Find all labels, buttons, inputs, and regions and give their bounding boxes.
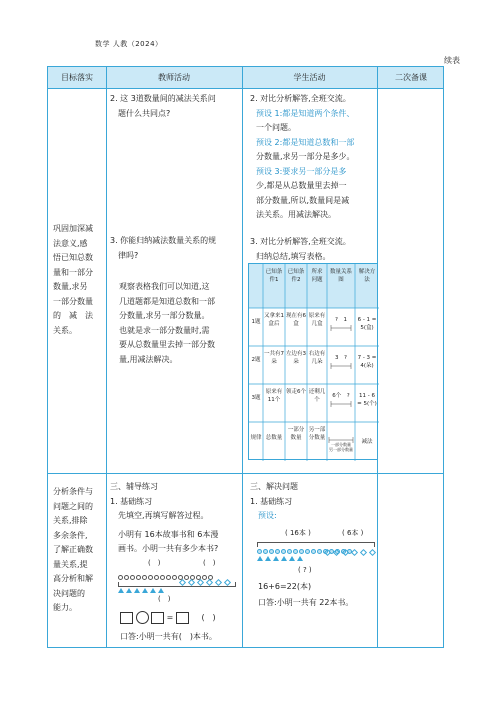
goal-line: 多余条件, [53,530,88,540]
bracket-line [257,542,375,547]
summary-table [248,263,378,460]
student-answer: 口答:小明一共有 22本书。 [258,598,354,607]
text-line: 律吗? [110,250,139,260]
goal-line: 巩固加深减 [53,224,93,233]
summary-cell: 右边有几朵 [308,351,326,365]
diamond-row [325,550,379,555]
triangle-row [257,556,377,561]
text-line: 画书。小明一共有多少本书? [118,544,219,553]
col-header-student: 学生活动 [293,73,326,82]
answer-box[interactable] [176,612,189,624]
preset-line: 预设 1:都是知道两个条件、 [256,108,355,118]
equation-blanks: = ( ) [120,611,216,624]
summary-col-header: 已知条件1 [265,269,283,283]
col-header-teacher: 教师活动 [158,73,190,82]
student-activity-2 [250,92,380,223]
summary-cell: 11 - 6 = 5(个) [357,393,377,407]
summary-row-label: 2题 [251,357,261,363]
row2-goal [53,485,105,616]
preset-line: 部分数量,所以,数量间是减 [256,195,350,205]
text-line: 要从总数量里去掉一部分数 [119,340,215,349]
summary-cell: 一部分数量 [287,427,305,441]
summary-cell: 总数量 [265,435,283,441]
goal-line: 一部分数量 [53,296,93,306]
student-practice [250,480,380,524]
summary-diagram-label: 6个 ? [332,393,350,399]
preset-line: 预设 2:都是知道总数和一部 [256,137,355,147]
row1-goal [53,222,105,338]
summary-row-label: 1题 [251,319,261,325]
summary-cell: 原来有11个 [265,389,283,403]
text-line: 几道题都是知道总数和一部 [119,296,215,306]
summary-col-header: 所求问题 [311,269,323,283]
col-header-goal: 目标落实 [61,73,93,82]
preset-label: 预设: [258,511,277,520]
question-label: ( ? ) [298,566,312,574]
teacher-practice [110,480,242,557]
summary-cell: 另一部分数量 [308,427,326,441]
goal-line: 了解正确数 [53,545,93,554]
section-title: 三、解决问题 [250,482,298,491]
answer-box[interactable] [151,612,164,624]
text-line: 3. 对比分析解答,全班交流。 [250,237,351,246]
preset-line: 预设 3:要求另一部分是多 [256,166,347,176]
blank-paren: ( ) [201,613,216,622]
summary-cell: 左边有3朵 [286,351,306,365]
summary-col-header: 已知条件2 [287,269,305,283]
text-line: 分数量,求另一部分数量。 [119,311,210,320]
text-line: 量,用减法解决。 [119,354,178,364]
text-line: 小明有 16本故事书和 6本漫 [118,529,219,539]
summary-cell: 一共有7朵 [264,351,284,365]
goal-line: 关系。 [53,325,77,335]
lesson-table [47,66,444,648]
blank-paren: ( ) [148,559,161,567]
row-divider [48,473,443,474]
summary-row-label: 3题 [251,395,261,401]
summary-row-label: 规律 [250,435,262,441]
teacher-question-3 [110,234,242,263]
student-activity-3 [250,235,380,264]
goal-line: 关系,排除 [53,516,88,525]
preset-line: 法关系。用减法解决。 [256,210,336,219]
text-line: 3. 你能归纳减法数量关系的规 [110,236,217,245]
page-header: 数学 人教（2024） [95,40,163,48]
subsection-title: 1. 基础练习 [110,496,153,506]
brace-label: ( 16本 ) [285,529,311,537]
text-line: 观察表格我们可以知道,这 [119,282,210,291]
summary-col-header: 数量关系图 [329,269,352,283]
summary-cell: 领走6个 [286,389,306,395]
goal-line: 悟已知总数 [53,253,93,262]
text-line: 题什么共同点? [110,108,171,118]
continued-label: 续表 [444,56,460,65]
goal-line: 的 减 法 [53,311,93,320]
summary-cell: 现在有6盒 [286,313,306,327]
blank-paren: ( ) [158,595,171,603]
summary-diagram-label: ? 1 [335,317,347,323]
summary-diagram-label: 一部分数量 另一部分数量 [329,442,355,452]
text-line: 先填空,再填写解答过程。 [118,511,209,520]
table-header-row [48,67,443,89]
text-line: 2. 这 3道数量间的减法关系问 [110,94,216,103]
text-line: 归纳总结,填写表格。 [256,251,331,261]
diamond-row [180,580,234,585]
goal-line: 数量,求另 [53,282,88,291]
goal-line: 量和一部分 [53,267,93,277]
preset-line: 分数量,求另一部分是多少。 [256,152,355,161]
text-line: 2. 对比分析解答,全班交流。 [250,94,351,103]
goal-line: 高分析和解 [53,574,93,583]
section-title: 三、辅导练习 [110,482,158,491]
goal-line: 分析条件与 [53,487,93,496]
preset-line: 一个问题。 [256,123,296,132]
operator-circle[interactable] [136,611,149,624]
summary-cell: 又拿来1盒后 [264,313,284,327]
subsection-title: 1. 基础练习 [250,496,293,506]
goal-line: 能力。 [53,603,77,612]
col-header-notes: 二次备课 [395,73,427,82]
summary-cell: 6 - 1 = 5(盒) [357,317,377,331]
brace-label: ( 6本 ) [342,529,364,537]
summary-cell: 原来有几盒 [308,313,326,327]
blank-paren: ( ) [203,559,216,567]
summary-col-header: 解决方法 [358,269,376,283]
goal-line: 决问题的 [53,588,85,598]
summary-diagram-label: 3 ? [335,355,347,361]
answer-box[interactable] [120,612,133,624]
summary-cell: 减法 [361,439,373,445]
goal-line: 问题之间的 [53,501,93,511]
goal-line: 法意义,感 [53,238,88,248]
teacher-observation [119,280,243,367]
summary-cell: 还剩几个 [308,389,326,403]
triangle-row [118,588,238,593]
summary-cell: 7 - 3 = 4(朵) [357,355,377,369]
teacher-answer: 口答:小明一共有( )本书。 [120,632,217,641]
text-line: 也就是求一部分数量时,需 [119,325,210,335]
preset-line: 少,都是从总数量里去掉一 [256,181,347,190]
teacher-question-2 [110,92,242,121]
divider [106,67,107,647]
student-equation: 16+6=22(本) [258,582,312,591]
goal-line: 量关系,提 [53,559,88,569]
